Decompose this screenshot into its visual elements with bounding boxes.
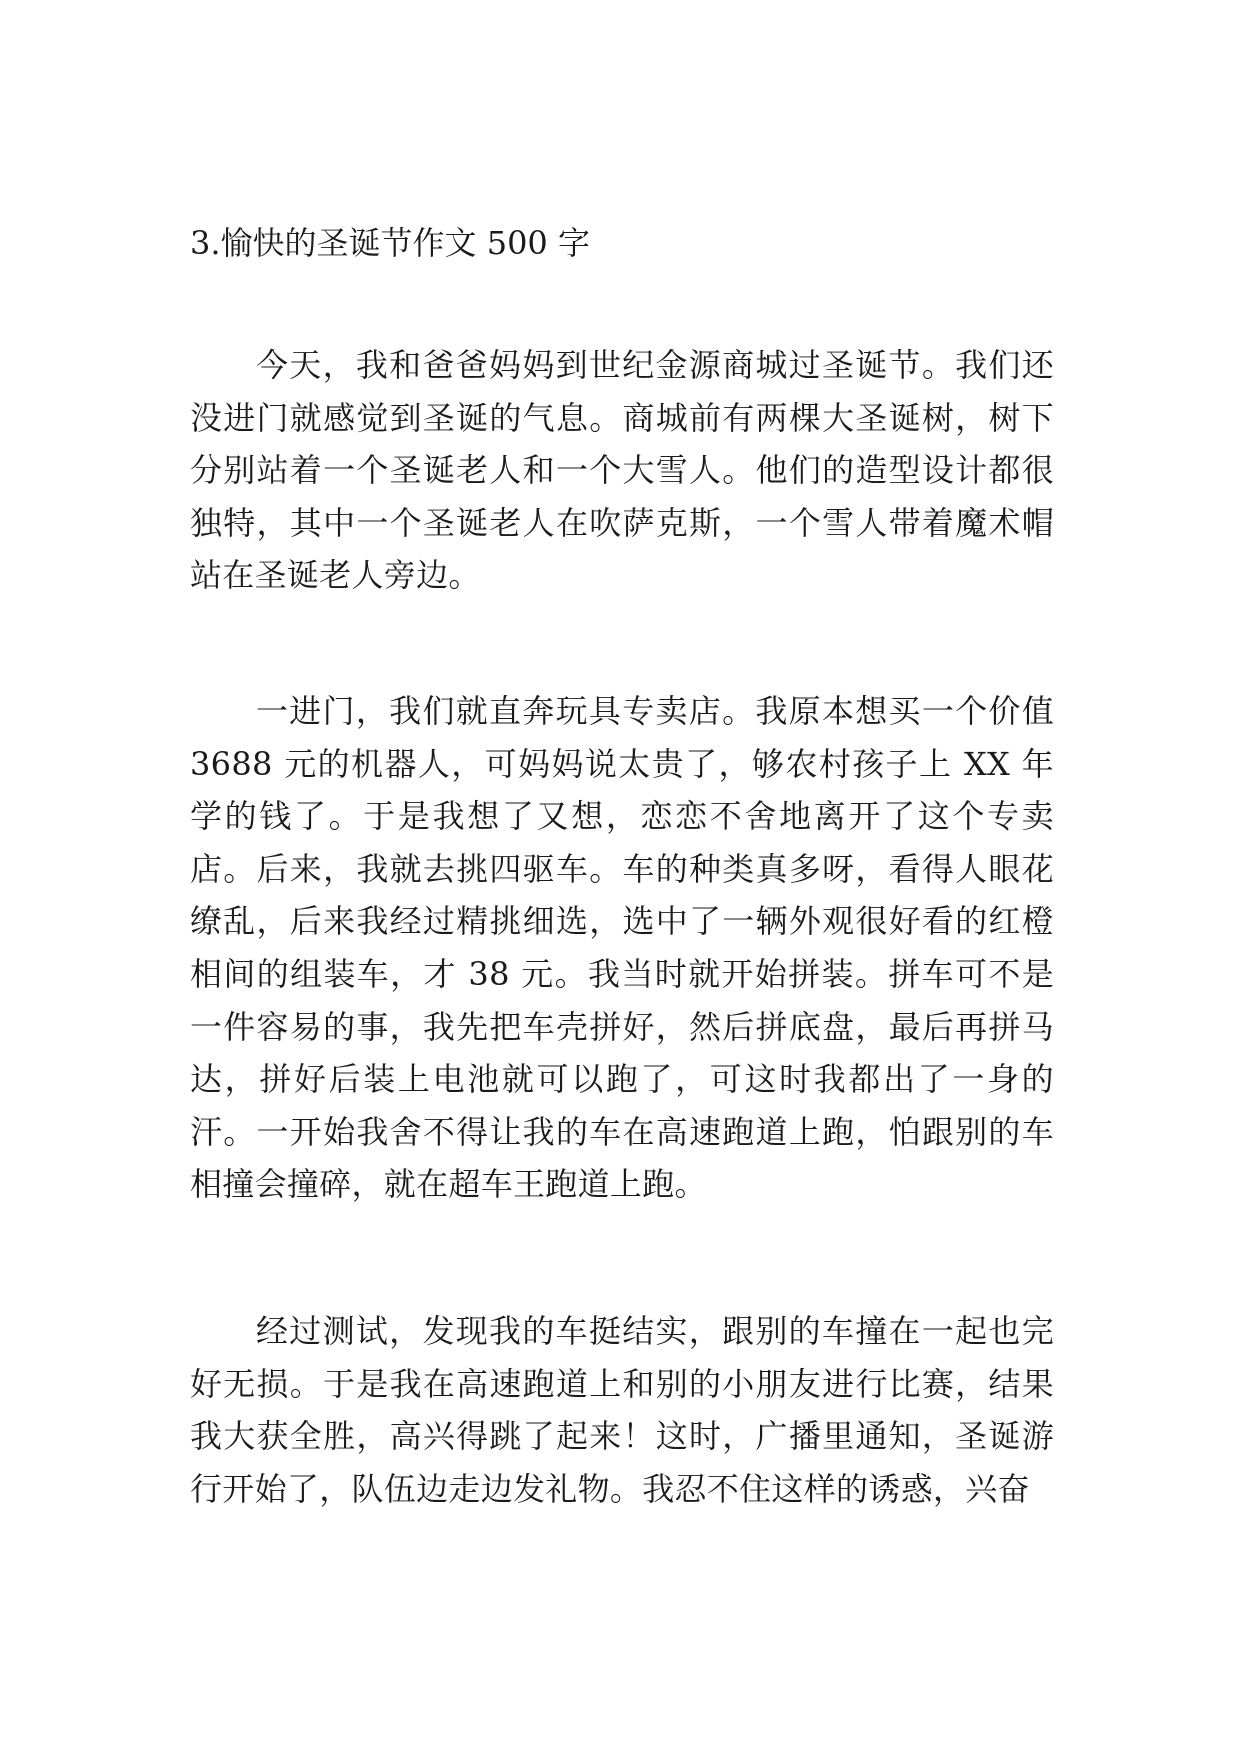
paragraph-3: 经过测试，发现我的车挺结实，跟别的车撞在一起也完好无损。于是我在高速跑道上和别的小朋友进行比赛，结果我大获全胜，高兴得跳了起来！这时，广播里通知，圣诞游行开始了，队伍边走边发礼物。我忍不住这样的诱惑，兴奋: [190, 1312, 1054, 1508]
paragraph-2: 一进门，我们就直奔玩具专卖店。我原本想买一个价值 3688 元的机器人，可妈妈说太贵了，够农村孩子上 XX 年学的钱了。于是我想了又想，恋恋不舍地离开了这个专卖店。后来，我就去挑四驱车。车的种类真多呀，看得人眼花缭乱，后来我经过精挑细选，选中了一辆外观很好看的红橙相间的组装车，才 38 元。我当时就开始拼装。拼车可不是一件容易的事，我先把车壳拼好，然后拼底盘，最后再拼马达，拼好后装上电池就可以跑了，可这时我都出了一身的汗。一开始我舍不得让我的车在高速跑道上跑，怕跟别的车相撞会撞碎，就在超车王跑道上跑。: [190, 692, 1054, 1204]
document-heading: 3.愉快的圣诞节作文 500 字: [190, 224, 590, 262]
paragraph-1: 今天，我和爸爸妈妈到世纪金源商城过圣诞节。我们还没进门就感觉到圣诞的气息。商城前有两棵大圣诞树，树下分别站着一个圣诞老人和一个大雪人。他们的造型设计都很独特，其中一个圣诞老人在吹萨克斯，一个雪人带着魔术帽站在圣诞老人旁边。: [190, 346, 1054, 595]
